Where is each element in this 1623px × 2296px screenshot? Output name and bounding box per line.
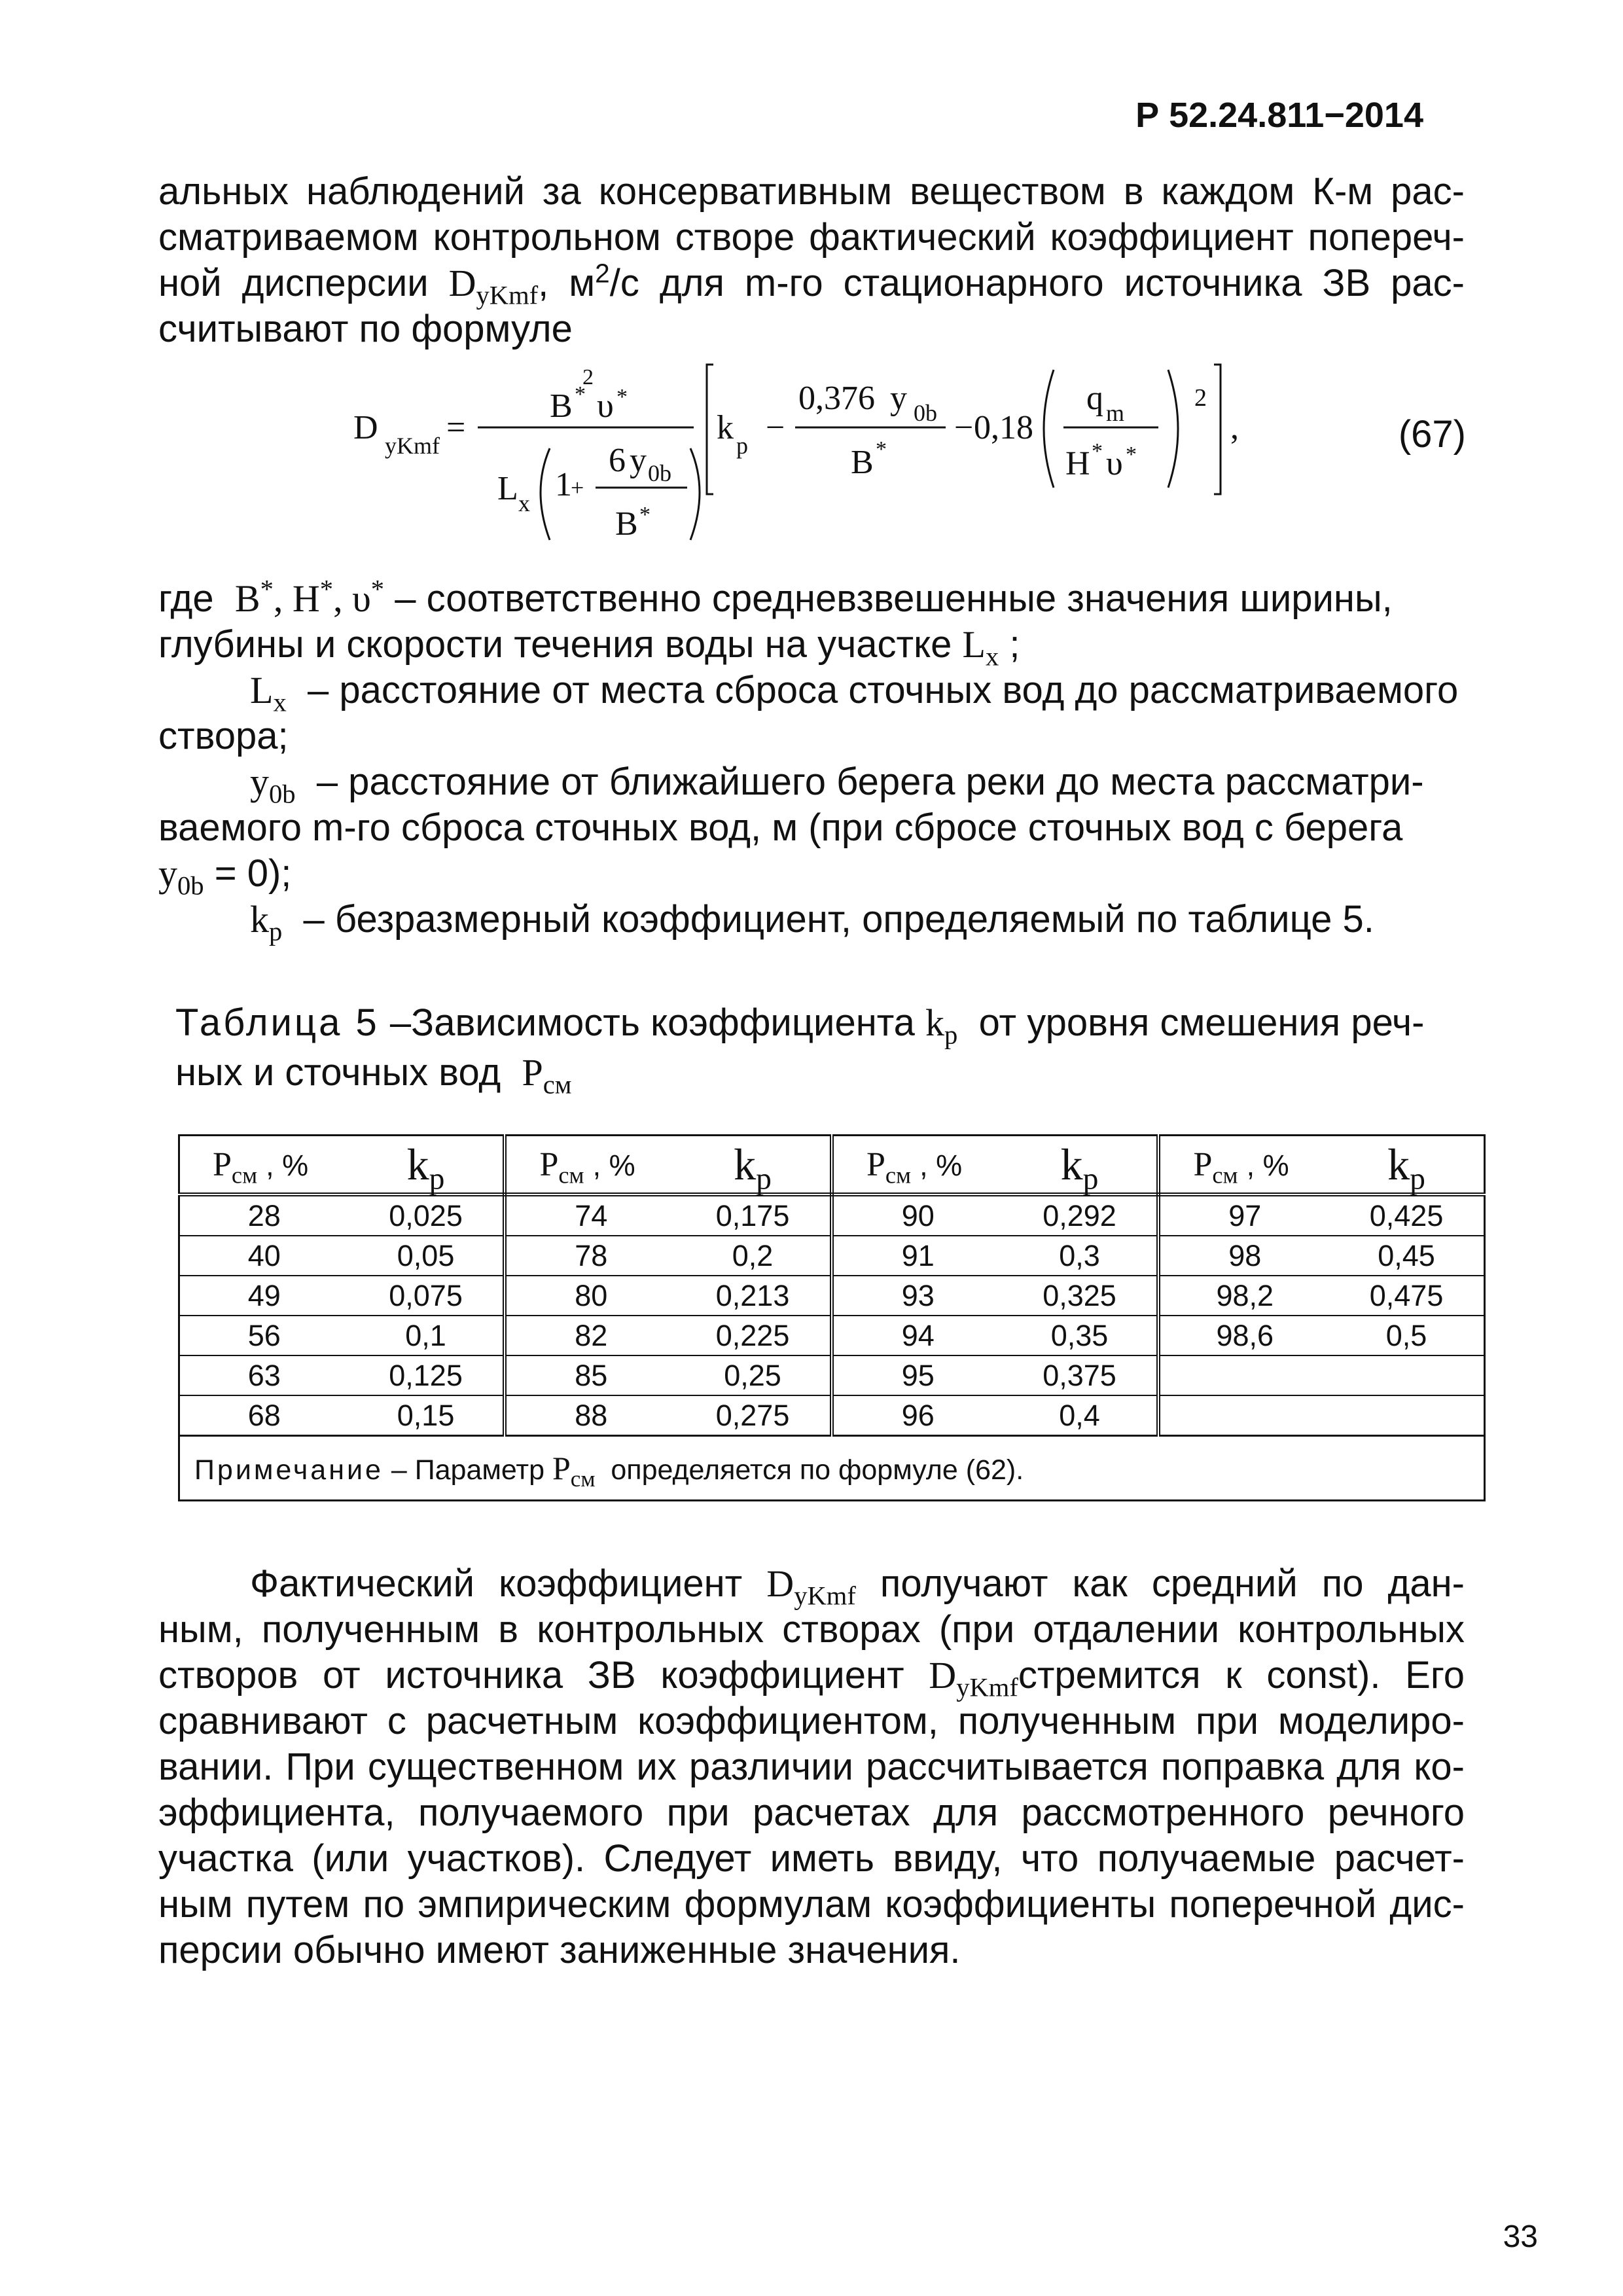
table-cell: 0,45 [1329, 1236, 1484, 1276]
intro-line: сматриваемом контрольном створе фактический коэффициент попереч- [158, 216, 1465, 259]
intro-line: ной дисперсии $D_{yKmf}$, $м^2/с$ для m-го стационарного источника ЗВ рас- [158, 258, 1465, 310]
table-cell: 0,125 [349, 1355, 505, 1395]
formula-y: y [630, 442, 647, 479]
definition-line: $k_p$ – безразмерный коэффициент, определяемый по таблице 5. [250, 898, 1374, 946]
definition-line: глубины и скорости течения воды на участке $L_x$ ; [158, 623, 1020, 672]
table-cell: 0,225 [675, 1316, 832, 1355]
table-cell: 0,4 [1003, 1395, 1159, 1436]
table-cell: 0,425 [1329, 1194, 1484, 1236]
table-cell: 96 [832, 1395, 1003, 1436]
table-cell: 28 [179, 1194, 349, 1236]
table-5 [178, 1134, 1486, 1501]
intro-line: считывают по формуле [158, 308, 573, 350]
table-row [179, 1395, 1485, 1436]
table-note-row [179, 1436, 1485, 1501]
table-row [179, 1276, 1485, 1316]
equation-number: (67) [1398, 413, 1466, 456]
table-cell [1329, 1355, 1484, 1395]
final-line: персии обычно имеют заниженные значения. [158, 1929, 961, 1971]
formula-star: * [639, 503, 651, 527]
formula-star: * [876, 437, 887, 461]
formula-0376: 0,376 [798, 380, 875, 417]
table-row [179, 1236, 1485, 1276]
table-cell: 0,25 [675, 1355, 832, 1395]
table-cell: 88 [505, 1395, 675, 1436]
header-k-p: $k_p$ [349, 1136, 505, 1195]
header-p-sm: $P_{см}$ , % [1158, 1136, 1329, 1195]
definition-line: где B*, H*, υ* – соответственно средневзвешенные значения ширины, [158, 574, 1393, 620]
table-cell: 68 [179, 1395, 349, 1436]
table-cell: 93 [832, 1276, 1003, 1316]
formula-H: H [1065, 445, 1090, 482]
formula-B: B [550, 387, 573, 425]
formula-y-sub: 0b [914, 400, 937, 426]
header-p-sm: $P_{см}$ , % [832, 1136, 1003, 1195]
table-row [179, 1194, 1485, 1236]
formula-star: * [1092, 439, 1103, 463]
formula-star: * [616, 385, 628, 409]
document-code: Р 52.24.811−2014 [1135, 96, 1423, 135]
table-cell: 0,05 [349, 1236, 505, 1276]
final-line: эффициента, получаемого при расчетах для рассмотренного речного [158, 1791, 1465, 1834]
table-cell: 0,15 [349, 1395, 505, 1436]
table-cell [1158, 1395, 1329, 1436]
table-caption [175, 998, 1471, 1098]
formula-D: D [353, 409, 378, 446]
right-paren [1168, 370, 1178, 488]
table-row [179, 1316, 1485, 1355]
final-line: Фактический коэффициент $D_{yKmf}$ получают как средний по дан- [250, 1562, 1465, 1611]
header-k-p: $k_p$ [675, 1136, 832, 1195]
right-bracket [1214, 365, 1221, 494]
right-paren [690, 448, 700, 540]
table-cell: 0,025 [349, 1194, 505, 1236]
definition-line: $L_x$ – расстояние от места сброса сточных вод до рассматриваемого [250, 669, 1459, 717]
table-cell: 0,175 [675, 1194, 832, 1236]
table-header-row [179, 1136, 1485, 1195]
header-k-p: $k_p$ [1003, 1136, 1159, 1195]
table-cell: 85 [505, 1355, 675, 1395]
table-cell: 91 [832, 1236, 1003, 1276]
final-line: ным, полученным в контрольных створах (при отдалении контрольных [158, 1608, 1465, 1651]
formula-minus: − [954, 409, 974, 446]
final-paragraph [158, 1561, 1465, 1973]
left-bracket [707, 365, 713, 494]
table-cell: 0,325 [1003, 1276, 1159, 1316]
header-p-sm: $P_{см}$ , % [505, 1136, 675, 1195]
formula-square: 2 [1194, 384, 1207, 412]
formula-B: B [615, 505, 638, 543]
table-cell: 98,6 [1158, 1316, 1329, 1355]
formula-plus: + [571, 475, 584, 501]
table-cell [1329, 1395, 1484, 1436]
formula-six: 6 [609, 442, 626, 479]
formula-eq: = [446, 409, 466, 446]
table-cell: 63 [179, 1355, 349, 1395]
table-cell: 40 [179, 1236, 349, 1276]
header-p-sm: $P_{см}$ , % [179, 1136, 349, 1195]
table-cell: 0,475 [1329, 1276, 1484, 1316]
formula-D-sub: yKmf [385, 433, 440, 459]
final-line: участка (или участков). Следует иметь ввиду, что получаемые расчет- [158, 1837, 1465, 1880]
definition-line: ваемого m-го сброса сточных вод, м (при сбросе сточных вод с берега [158, 806, 1403, 849]
formula-k-sub: p [736, 433, 748, 459]
intro-line: альных наблюдений за консервативным веществом в каждом К-м рас- [158, 170, 1465, 213]
formula-B: B [851, 444, 874, 481]
formula-square: 2 [582, 365, 594, 389]
table-cell: 90 [832, 1194, 1003, 1236]
formula-y: y [890, 380, 907, 417]
table-note: Примечание – Параметр $P_{см}$ определяется по формуле (62). [179, 1436, 1485, 1501]
table-row [179, 1355, 1485, 1395]
formula-y-sub: 0b [648, 460, 671, 486]
formula-q: q [1086, 380, 1103, 417]
formula-v: υ [597, 387, 614, 425]
formula-L: L [497, 470, 518, 507]
definitions-block [158, 574, 1465, 946]
table-cell: 98,2 [1158, 1276, 1329, 1316]
caption-line: Таблица 5 –Зависимость коэффициента $k_p$ от уровня смешения реч- [175, 1001, 1425, 1050]
header-k-p: $k_p$ [1329, 1136, 1484, 1195]
table-cell: 0,5 [1329, 1316, 1484, 1355]
definition-line: $y_{0b} = 0$); [158, 852, 292, 901]
left-paren [541, 448, 550, 540]
final-line: сравнивают с расчетным коэффициентом, полученным при моделиро- [158, 1700, 1465, 1742]
table-cell: 80 [505, 1276, 675, 1316]
table-cell: 94 [832, 1316, 1003, 1355]
table-cell: 0,292 [1003, 1194, 1159, 1236]
definition-line: створа; [158, 715, 289, 757]
table-cell: 49 [179, 1276, 349, 1316]
formula-v: υ [1106, 445, 1123, 482]
formula-star: * [575, 382, 586, 406]
intro-paragraph [158, 169, 1465, 352]
table-cell: 0,35 [1003, 1316, 1159, 1355]
formula-one: 1 [555, 466, 572, 503]
final-line: ным путем по эмпирическим формулам коэффициенты поперечной дис- [158, 1883, 1465, 1926]
formula-minus: − [766, 409, 785, 446]
final-line: вании. При существенном их различии рассчитывается поправка для ко- [158, 1746, 1465, 1788]
table-cell: 0,3 [1003, 1236, 1159, 1276]
formula-018: 0,18 [974, 409, 1033, 446]
formula-k: k [717, 409, 734, 446]
definition-line: $y_{0b}$ – расстояние от ближайшего берега реки до места рассматри- [250, 761, 1424, 809]
table-cell: 97 [1158, 1194, 1329, 1236]
left-paren [1044, 370, 1054, 488]
table-cell: 0,375 [1003, 1355, 1159, 1395]
formula-q-sub: m [1106, 400, 1125, 426]
page-number: 33 [1503, 2219, 1538, 2254]
final-line: створов от источника ЗВ коэффициент $D_{yKmf}стремится$ к const). Его [158, 1654, 1465, 1702]
table-cell: 98 [1158, 1236, 1329, 1276]
formula-67 [353, 357, 1243, 579]
coefficient-table [178, 1134, 1486, 1501]
table-cell: 0,275 [675, 1395, 832, 1436]
table-cell: 56 [179, 1316, 349, 1355]
caption-line: ных и сточных вод $P_{см}$ [175, 1051, 572, 1100]
table-cell: 0,213 [675, 1276, 832, 1316]
table-cell: 0,075 [349, 1276, 505, 1316]
formula-L-sub: x [518, 490, 530, 516]
table-cell: 0,1 [349, 1316, 505, 1355]
table-cell: 0,2 [675, 1236, 832, 1276]
formula-star: * [1126, 442, 1137, 467]
table-cell: 82 [505, 1316, 675, 1355]
table-cell: 95 [832, 1355, 1003, 1395]
table-cell [1158, 1355, 1329, 1395]
table-cell: 78 [505, 1236, 675, 1276]
table-cell: 74 [505, 1194, 675, 1236]
formula-comma: , [1230, 409, 1239, 446]
